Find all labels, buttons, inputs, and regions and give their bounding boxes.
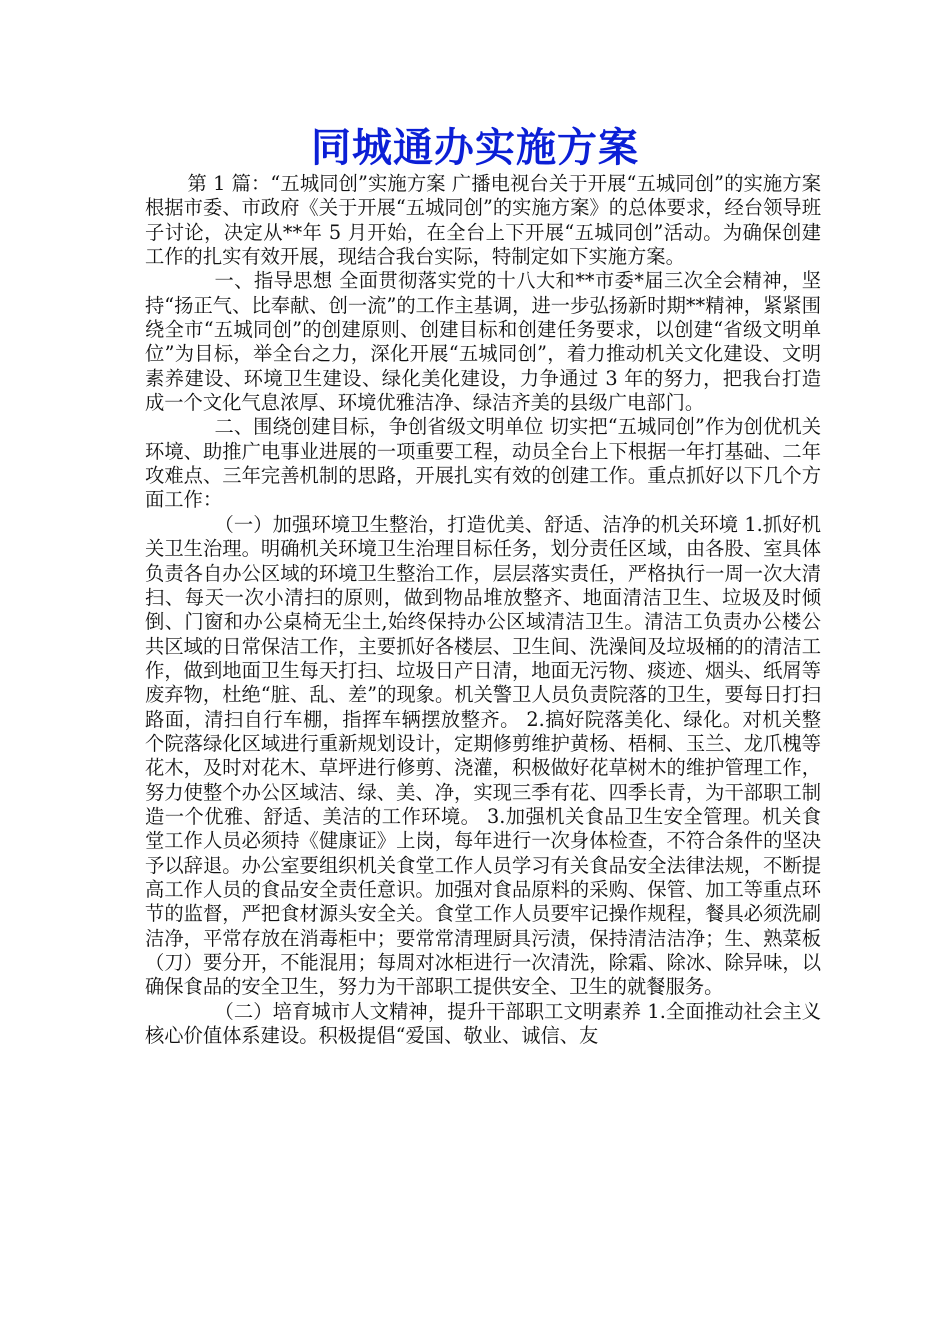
- paragraph-guiding-ideology: 一、指导思想 全面贯彻落实党的十八大和**市委*届三次全会精神，坚持“扬正气、比奉献、创一流”的工作主基调，进一步弘扬新时期**精神，紧紧围绕全市“五城同创”的创建原则、创建目标和创建任务要求，以创建“省级文明单位”为目标，举全台之力，深化开展“五城同创”，着力推动机关文化建设、文明素养建设、环境卫生建设、绿化美化建设，力争通过 3 年的努力，把我台打造成一个文化气息浓厚、环境优雅洁净、绿洁齐美的县级广电部门。: [145, 269, 821, 415]
- document-body: [145, 172, 821, 1048]
- paragraph-intro: 第 1 篇：“五城同创”实施方案 广播电视台关于开展“五城同创”的实施方案 根据市委、市政府《关于开展“五城同创”的实施方案》的总体要求，经台领导班子讨论，决定从**年 5 月开始，在全台上下开展“五城同创”活动。为确保创建工作的扎实有效开展，现结合我台实际，特制定如下实施方案。: [145, 172, 821, 269]
- document-title: 同城通办实施方案: [311, 125, 639, 171]
- paragraph-creation-goal: 二、围绕创建目标，争创省级文明单位 切实把“五城同创”作为创优机关环境、助推广电事业进展的一项重要工程，动员全台上下根据一年打基础、二年攻难点、三年完善机制的思路，开展扎实有效的创建工作。重点抓好以下几个方面工作：: [145, 415, 821, 512]
- paragraph-environment-sanitation: （一）加强环境卫生整治，打造优美、舒适、洁净的机关环境 1.抓好机关卫生治理。明确机关环境卫生治理目标任务，划分责任区域，由各股、室具体负责各自办公区域的环境卫生整治工作，层层落实责任，严格执行一周一次大清扫、每天一次小清扫的原则，做到物品堆放整齐、地面清洁卫生、垃圾及时倾倒、门窗和办公桌椅无尘土,始终保持办公区域清洁卫生。清洁工负责办公楼公共区域的日常保洁工作，主要抓好各楼层、卫生间、洗澡间及垃圾桶的的清洁工作，做到地面卫生每天打扫、垃圾日产日清，地面无污物、痰迹、烟头、纸屑等废弃物，杜绝“脏、乱、差”的现象。机关警卫人员负责院落的卫生，要每日打扫路面，清扫自行车棚，指挥车辆摆放整齐。 2.搞好院落美化、绿化。对机关整个院落绿化区域进行重新规划设计，定期修剪维护黄杨、梧桐、玉兰、龙爪槐等花木，及时对花木、草坪进行修剪、浇灌，积极做好花草树木的维护管理工作，努力使整个办公区域洁、绿、美、净，实现三季有花、四季长青，为干部职工制造一个优雅、舒适、美洁的工作环境。 3.加强机关食品卫生安全管理。机关食堂工作人员必须持《健康证》上岗，每年进行一次身体检查，不符合条件的坚决予以辞退。办公室要组织机关食堂工作人员学习有关食品安全法律法规，不断提高工作人员的食品安全责任意识。加强对食品原料的采购、保管、加工等重点环节的监督，严把食材源头安全关。食堂工作人员要牢记操作规程，餐具必须洗刷洁净，平常存放在消毒柜中；要常常清理厨具污渍，保持清洁洁净；生、熟菜板（刀）要分开，不能混用；每周对冰柜进行一次清洗，除霜、除冰、除异味，以确保食品的安全卫生，努力为干部职工提供安全、卫生的就餐服务。: [145, 512, 821, 999]
- paragraph-civic-spirit: （二）培育城市人文精神，提升干部职工文明素养 1.全面推动社会主义核心价值体系建设。积极提倡“爱国、敬业、诚信、友: [145, 999, 821, 1048]
